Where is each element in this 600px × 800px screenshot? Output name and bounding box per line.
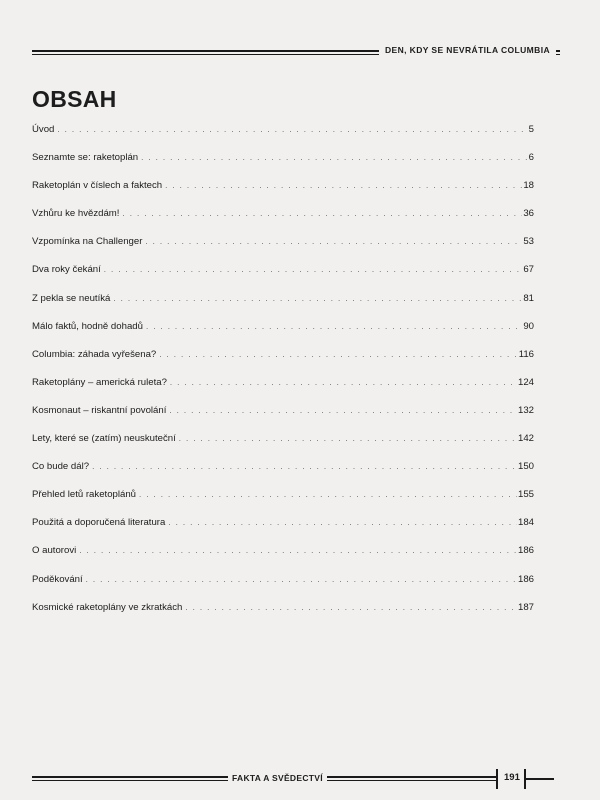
- toc-entry-title: Raketoplány – americká ruleta?: [32, 376, 167, 388]
- toc-dot-leader: [79, 544, 517, 558]
- toc-dot-leader: [113, 292, 522, 306]
- toc-dot-leader: [165, 179, 522, 193]
- toc-dot-leader: [168, 516, 517, 530]
- toc-entry-page: 132: [517, 404, 534, 416]
- toc-entry-title: Kosmonaut – riskantní povolání: [32, 404, 167, 416]
- toc-entry: [32, 292, 534, 320]
- toc-entry-title: Z pekla se neutíká: [32, 292, 111, 304]
- toc-entry-page: 142: [517, 433, 534, 445]
- toc-entry: [32, 601, 534, 629]
- toc-entry-title: Málo faktů, hodně dohadů: [32, 320, 143, 332]
- toc-entry: [32, 404, 534, 432]
- toc-entry: [32, 123, 534, 151]
- toc-entry-title: Použitá a doporučená literatura: [32, 517, 166, 529]
- toc-entry-page: 124: [517, 376, 534, 388]
- toc-dot-leader: [139, 488, 517, 502]
- toc-entry-title: Seznamte se: raketoplán: [32, 152, 139, 164]
- toc-entry-page: 36: [523, 208, 534, 220]
- toc-dot-leader: [141, 151, 528, 165]
- contents-heading: OBSAH: [32, 86, 117, 112]
- toc-dot-leader: [145, 235, 522, 249]
- toc-entry-page: 155: [517, 489, 534, 501]
- toc-entry-page: 18: [523, 180, 534, 192]
- toc-entry-page: 187: [517, 601, 534, 613]
- toc-entry: [32, 320, 534, 348]
- toc-entry-page: 186: [517, 573, 534, 585]
- toc-dot-leader: [57, 123, 527, 137]
- toc-entry-title: Raketoplán v číslech a faktech: [32, 180, 163, 192]
- toc-dot-leader: [159, 348, 517, 362]
- series-label: FAKTA A SVĚDECTVÍ: [228, 771, 327, 785]
- toc-entry-title: Co bude dál?: [32, 461, 90, 473]
- toc-entry: [32, 573, 534, 601]
- toc-entry: [32, 460, 534, 488]
- toc-dot-leader: [169, 404, 517, 418]
- toc-dot-leader: [170, 376, 517, 390]
- toc-entry: [32, 263, 534, 291]
- running-header-title: DEN, KDY SE NEVRÁTILA COLUMBIA: [379, 42, 556, 58]
- toc-entry-title: Dva roky čekání: [32, 264, 101, 276]
- toc-entry-page: 6: [528, 152, 534, 164]
- running-footer: [32, 766, 554, 790]
- toc-entry: [32, 207, 534, 235]
- toc-entry-page: 53: [523, 236, 534, 248]
- toc-dot-leader: [86, 573, 517, 587]
- toc-entry-title: Poděkování: [32, 573, 83, 585]
- toc-entry-title: Vzhůru ke hvězdám!: [32, 208, 120, 220]
- footer-divider-left: [496, 769, 498, 789]
- toc-entry: [32, 488, 534, 516]
- toc-entry-title: Columbia: záhada vyřešena?: [32, 348, 157, 360]
- running-header: [32, 42, 560, 58]
- toc-dot-leader: [104, 263, 523, 277]
- toc-entry-page: 81: [523, 292, 534, 304]
- toc-entry: [32, 376, 534, 404]
- toc-entry: [32, 348, 534, 376]
- footer-rule-end: [526, 778, 554, 780]
- toc-entry-title: O autorovi: [32, 545, 77, 557]
- toc-entry-page: 116: [518, 348, 534, 360]
- toc-dot-leader: [92, 460, 517, 474]
- toc-entry: [32, 432, 534, 460]
- toc-dot-leader: [146, 320, 522, 334]
- toc-entry-title: Přehled letů raketoplánů: [32, 489, 137, 501]
- toc-entry: [32, 235, 534, 263]
- toc-entry-page: 150: [517, 461, 534, 473]
- toc-entry: [32, 544, 534, 572]
- toc-entry-title: Lety, které se (zatím) neuskuteční: [32, 433, 176, 445]
- toc-entry: [32, 179, 534, 207]
- toc-entry-page: 184: [517, 517, 534, 529]
- table-of-contents: [32, 123, 534, 629]
- toc-dot-leader: [179, 432, 517, 446]
- toc-entry-page: 67: [523, 264, 534, 276]
- toc-entry-title: Úvod: [32, 124, 55, 135]
- page-number: 191: [504, 772, 520, 783]
- toc-entry-page: 186: [517, 545, 534, 557]
- toc-entry-title: Vzpomínka na Challenger: [32, 236, 143, 248]
- toc-entry-page: 5: [528, 124, 534, 135]
- toc-entry-page: 90: [523, 320, 534, 332]
- toc-entry: [32, 151, 534, 179]
- toc-dot-leader: [122, 207, 522, 221]
- toc-dot-leader: [185, 601, 517, 615]
- toc-entry-title: Kosmické raketoplány ve zkratkách: [32, 601, 183, 613]
- toc-entry: [32, 516, 534, 544]
